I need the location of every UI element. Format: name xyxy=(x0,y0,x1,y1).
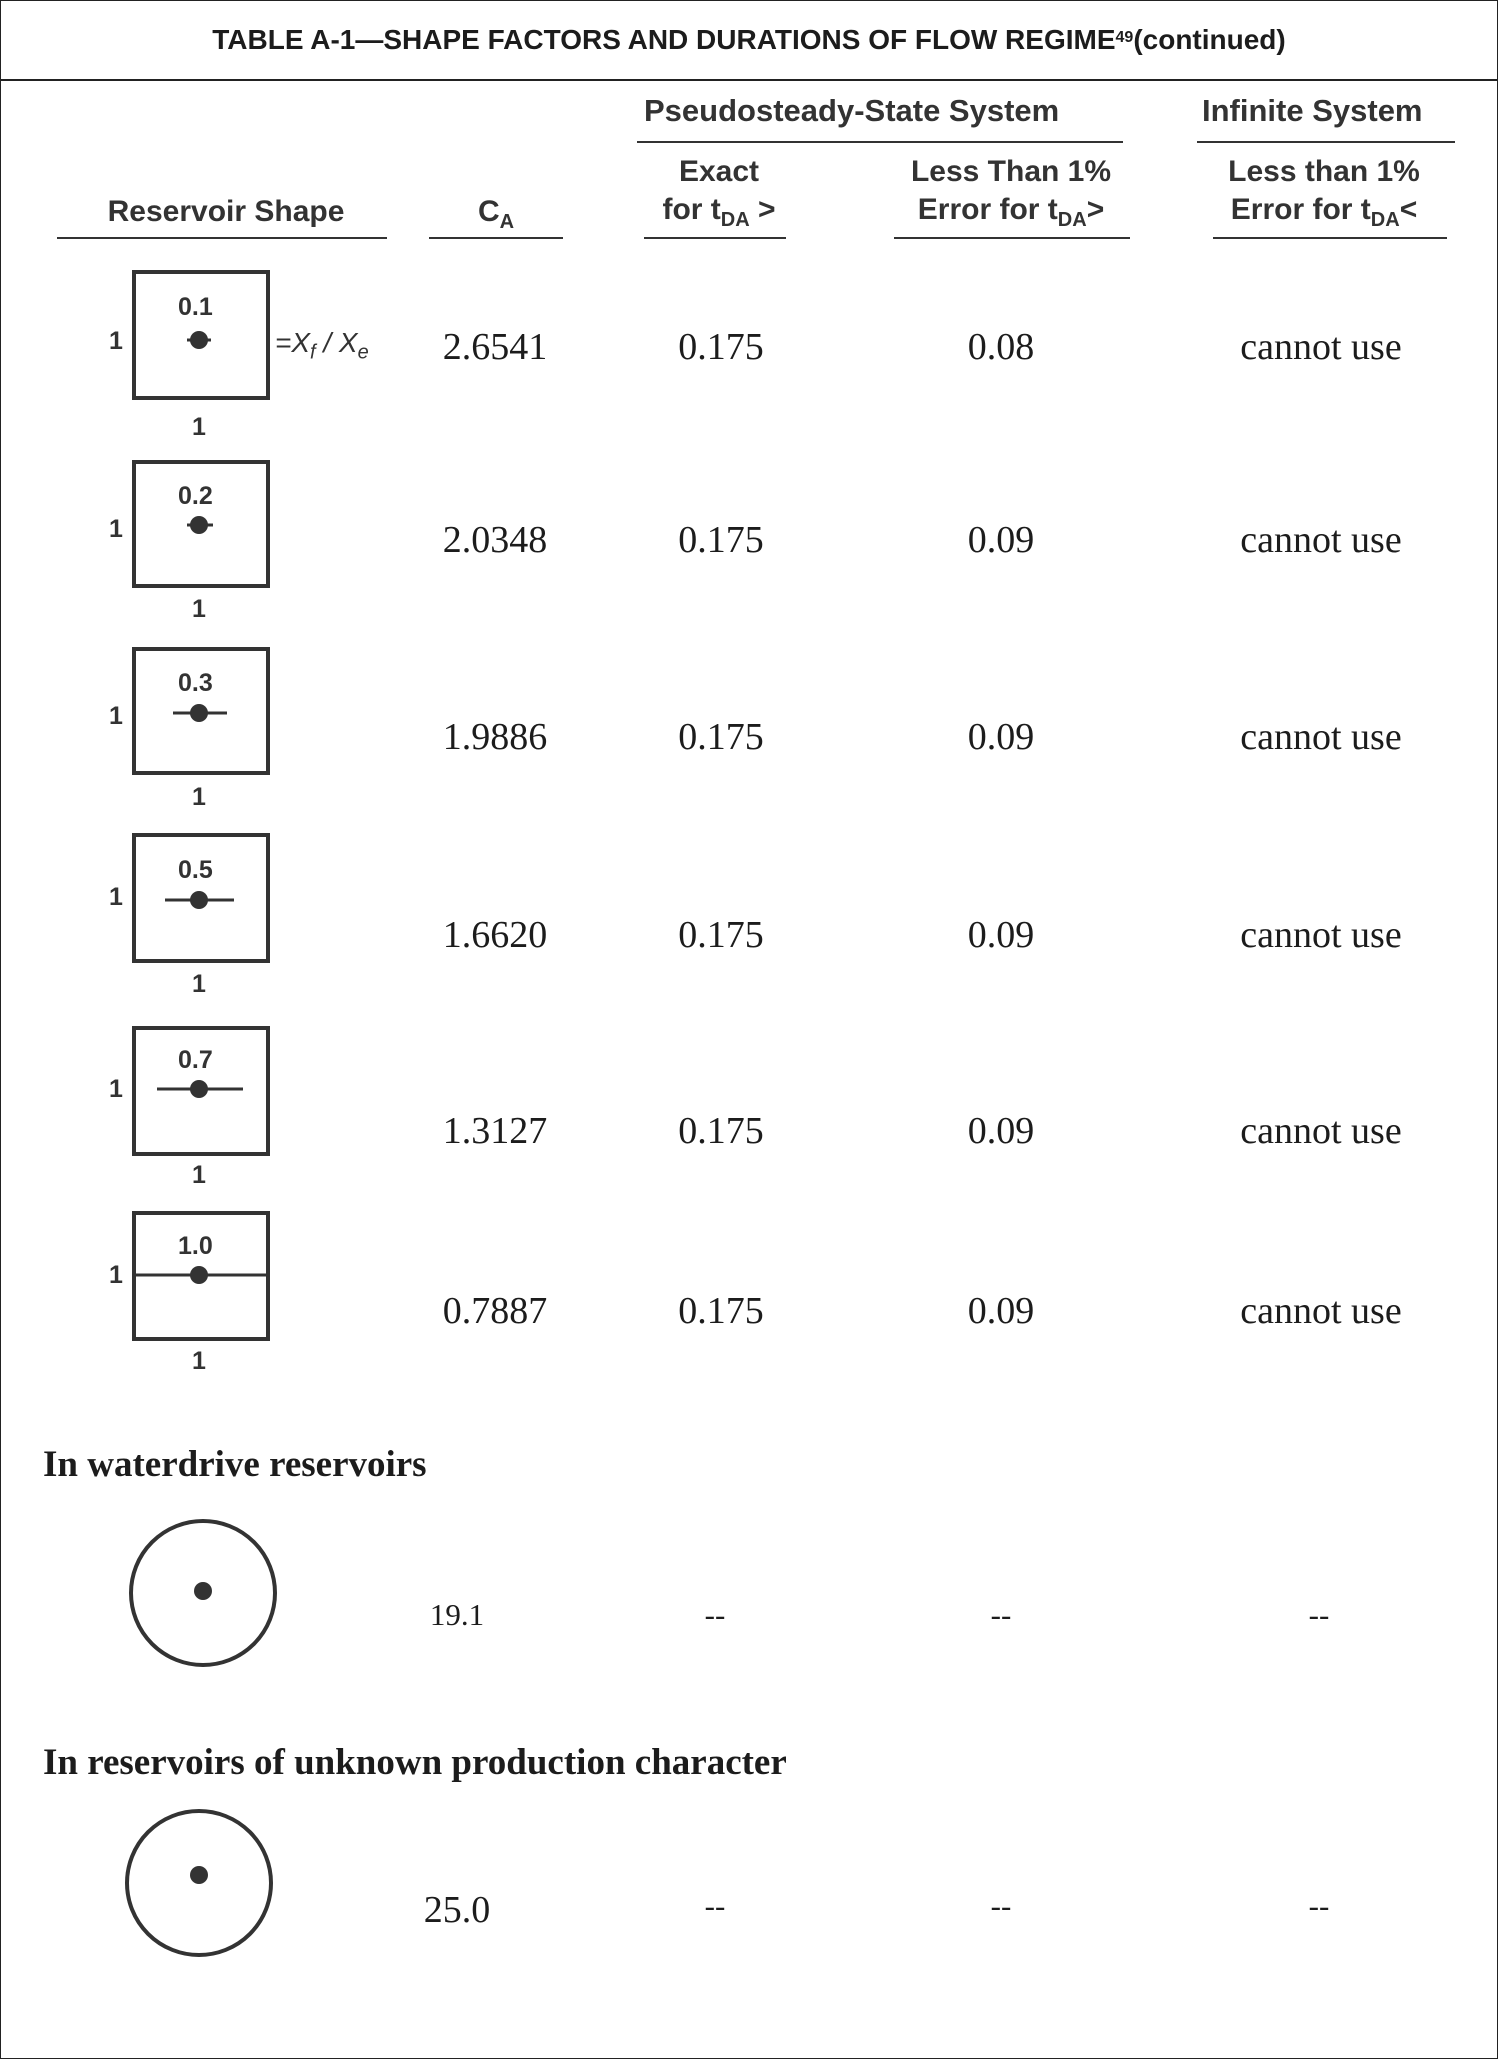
circle-reservoir-icon xyxy=(121,1511,291,1681)
exact-value: 0.175 xyxy=(678,914,764,956)
infinite-value: cannot use xyxy=(1240,1110,1402,1152)
less-than-value: 0.08 xyxy=(967,326,1035,368)
ca-value: 0.7887 xyxy=(442,1290,548,1332)
svg-text:1: 1 xyxy=(192,783,206,811)
less-than-value: -- xyxy=(990,1888,1012,1923)
exact-value: -- xyxy=(704,1597,726,1632)
svg-text:1: 1 xyxy=(109,515,123,543)
group-header-pseudosteady: Pseudosteady-State System xyxy=(644,93,1060,128)
infinite-value: cannot use xyxy=(1240,326,1402,368)
infinite-value: cannot use xyxy=(1240,716,1402,758)
infinite-value: -- xyxy=(1308,1888,1330,1923)
shape-square-0-3 xyxy=(109,649,268,811)
shape-square-0-1 xyxy=(109,272,268,441)
svg-text:1: 1 xyxy=(109,327,123,355)
svg-text:1: 1 xyxy=(192,595,206,623)
exact-value: 0.175 xyxy=(678,519,764,561)
ca-value: 1.6620 xyxy=(442,914,548,956)
svg-text:1.0: 1.0 xyxy=(178,1232,213,1260)
svg-text:0.5: 0.5 xyxy=(178,856,213,884)
less-than-value: -- xyxy=(990,1597,1012,1632)
col-header-ca: $C_A$ xyxy=(477,195,515,233)
less-than-value: 0.09 xyxy=(967,914,1035,956)
group-header-infinite-rule xyxy=(1197,141,1455,143)
shape-square-0-7 xyxy=(109,1028,268,1189)
svg-text:1: 1 xyxy=(109,1075,123,1103)
section-label-waterdrive: In waterdrive reservoirs xyxy=(43,1444,427,1485)
col-header-exact: Exact for $t_{DA}$ > xyxy=(662,155,776,231)
fracture-ratio-annotation: $=X_f / X_e$ xyxy=(275,327,369,364)
less-than-value: 0.09 xyxy=(967,519,1035,561)
circle-reservoir-icon xyxy=(117,1801,287,1971)
svg-text:0.2: 0.2 xyxy=(178,482,213,510)
group-header-pseudosteady-rule xyxy=(637,141,1123,143)
svg-text:1: 1 xyxy=(192,413,206,441)
svg-text:1: 1 xyxy=(192,1347,206,1375)
group-header-infinite: Infinite System xyxy=(1202,93,1423,128)
ca-value: 2.0348 xyxy=(442,519,548,561)
col-header-infinite-less-than: Less than 1% Error for $t_{DA}<$ xyxy=(1228,155,1420,231)
svg-text:1: 1 xyxy=(192,1161,206,1189)
ca-value: 25.0 xyxy=(423,1889,491,1931)
col-header-reservoir-shape: Reservoir Shape xyxy=(107,195,345,228)
col-header-ca-rule xyxy=(429,237,563,239)
shape-square-1-0 xyxy=(109,1213,268,1375)
ca-value: 2.6541 xyxy=(442,326,548,368)
section-label-unknown-production: In reservoirs of unknown production character xyxy=(43,1742,787,1783)
exact-value: 0.175 xyxy=(678,326,764,368)
shape-square-0-2 xyxy=(109,462,268,623)
col-header-exact-rule xyxy=(644,237,786,239)
infinite-value: cannot use xyxy=(1240,519,1402,561)
svg-text:0.1: 0.1 xyxy=(178,293,213,321)
svg-text:0.7: 0.7 xyxy=(178,1046,213,1074)
exact-value: 0.175 xyxy=(678,1110,764,1152)
title-text: TABLE A-1—SHAPE FACTORS AND DURATIONS OF FLOW REGIME xyxy=(212,24,1116,55)
exact-value: 0.175 xyxy=(678,716,764,758)
infinite-value: cannot use xyxy=(1240,914,1402,956)
shape-square-0-5 xyxy=(109,835,268,998)
col-header-less-than: Less Than 1% Error for $t_{DA}>$ xyxy=(910,155,1112,231)
svg-text:1: 1 xyxy=(109,883,123,911)
svg-text:1: 1 xyxy=(109,1261,123,1289)
exact-value: 0.175 xyxy=(678,1290,764,1332)
exact-value: -- xyxy=(704,1888,726,1923)
infinite-value: cannot use xyxy=(1240,1290,1402,1332)
less-than-value: 0.09 xyxy=(967,716,1035,758)
svg-text:1: 1 xyxy=(192,970,206,998)
title-suffix: (continued) xyxy=(1133,24,1286,55)
less-than-value: 0.09 xyxy=(967,1110,1035,1152)
svg-text:1: 1 xyxy=(109,702,123,730)
col-header-infinite-less-than-rule xyxy=(1213,237,1447,239)
ca-value: 1.3127 xyxy=(442,1110,548,1152)
infinite-value: -- xyxy=(1308,1597,1330,1632)
svg-text:0.3: 0.3 xyxy=(178,669,213,697)
shape-diagrams xyxy=(1,1,431,1381)
title-superscript: 49 xyxy=(1115,29,1134,46)
col-header-less-than-rule xyxy=(894,237,1130,239)
less-than-value: 0.09 xyxy=(967,1290,1035,1332)
ca-value: 19.1 xyxy=(429,1597,485,1632)
ca-value: 1.9886 xyxy=(442,716,548,758)
